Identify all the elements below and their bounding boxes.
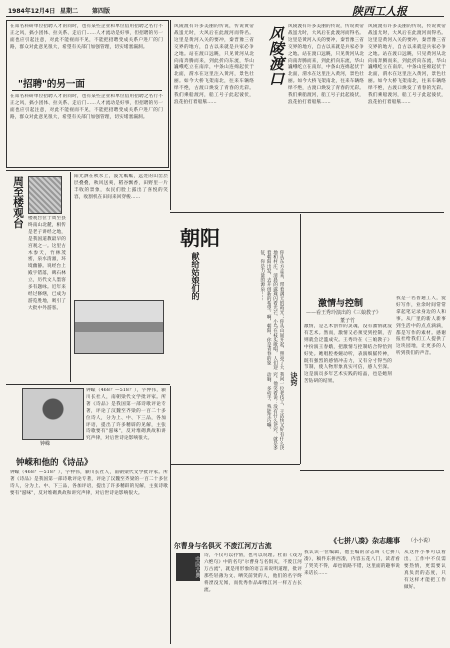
- section-rule-2: [170, 212, 444, 213]
- jueju-body: 我问一位老技工，干活快又好有什么诀窍。他笑着说：没有什么诀窍，就是多动脑、多动手，熟能生巧嘛。: [266, 372, 284, 451]
- jiqing-author: 董子竹: [340, 318, 356, 324]
- section-rule-3: [6, 384, 170, 385]
- fengling-body-mid: 风陵渡有许多美丽的传说，传说黄帝战蚩尤时，大风后在此渡河而得名。这里是黄河入关的要冲，秦晋豫三省交界的地方，自古以来就是兵家必争之地。站在渡口远眺，只见黄河从北向南奔腾而来，到此折向东流，华山巍峨屹立在南岸，中条山连绵起伏于北面，渭水在这里注入黄河，景色壮丽。如今大桥飞架南北，往来车辆络绎不绝，古渡口焕发了青春的光彩。我们乘船渡河，船工号子此起彼伏，浪花拍打着船舷……: [288, 24, 364, 105]
- fengling-title: 风陵渡口: [267, 26, 285, 86]
- zhaopin-body-bottom: 在知名科研单位招聘人才的同时，也有某些企业和单位借用招聘之名行不正之风，搞小团体、拉关系、走后门……人才流动是好事，但招聘的另一面也应引起注意，对此不能视而不见，不能把招聘变成关系户进厂的门路，群众对此意见很大，希望有关部门加强管理，切实堵塞漏洞。: [10, 94, 163, 120]
- masthead-weekday: 星期二: [60, 8, 79, 15]
- zhongkui-portrait-caption: 钟嵘: [40, 441, 51, 447]
- chaoyang-poem: 你从东方走来，带着满天的霞光；你从山间升起，照亮了大地和村庄。清晨的露珠闪着光芒，小鸟在枝头歌唱，人们迎着朝阳出发，去开创新的希望。啊，朝阳，你是青春的象征，你是力量的源泉……: [259, 250, 284, 370]
- masthead-rule: [6, 16, 444, 17]
- jiqing-body: 激情，是艺术创作的灵魂，没有激情就没有艺术。然而，激情又必须受到控制，否则就会泛滥成灾。王秀玲在《三娘教子》中扮演王春娥，把激情与控制结合得恰到好处。她唱腔委婉动听，表演细腻传神，既有强烈的感情冲击力，又有分寸得当的节制，使人物形象真实可信，感人至深。这是演员多年艺术实践的结晶，也是她刻苦钻研的结果。: [304, 324, 392, 385]
- zhaopin-title-rule: [12, 90, 162, 91]
- zhouzhi-photo: [28, 176, 62, 214]
- sidebar-body: 我是一名普通工人，爱好写作，业余时间常常拿起笔记录身边的人和事。从厂里的新人新事到生活中的点点滴滴，都是写作的素材。感谢报社给我们工人提供了这块园地，让更多的人听到我们的声音。: [396, 296, 446, 357]
- qiqiang-suffix: （小小说）: [408, 538, 434, 544]
- masthead-date: 1984年12月4日: [8, 8, 56, 15]
- column-divider-1: [170, 20, 171, 210]
- section-rule-5: [300, 470, 444, 471]
- qiushui-body: 阳光洒在秋水上，波光粼粼，远处的山峦层层叠叠，秋风送爽，稻谷飘香，田野里一片丰收的景象，农民们脸上露出了喜悦的笑容，收割机在田间来回穿梭……: [74, 174, 168, 200]
- jiqing-subtitle: ——看王秀玲演出的《三娘教子》: [306, 310, 382, 316]
- landscape-illustration: [74, 300, 164, 354]
- zhaopin-body-top: 在知名科研单位招聘人才的同时，也有某些企业和单位借用招聘之名行不正之风，搞小团体、拉关系、走后门……人才流动是好事，但招聘的另一面也应引起注意，对此不能视而不见，不能把招聘变成关系户进厂的门路，群众对此意见很大，希望有关部门加强管理，切实堵塞漏洞。: [10, 24, 163, 50]
- zhongguo-title: 尔曹身与名俱灭 不废江河万古流: [174, 542, 272, 550]
- zhongkui-side: 钟嵘（468？—518？），字仲伟，颍川长社人，南朝梁代文学批评家。所著《诗品》是我国第一部诗歌评论专著，评论了汉魏至齐梁的一百二十多位诗人，分为上、中、下三品，各加评语，提出了许多精辟的见解，主张诗歌要有"滋味"，反对堆砌典故和讲究声律，对后世诗论影响很大。: [86, 388, 166, 442]
- qiqiang-title: 《七拼八凑》杂志趣事: [330, 537, 400, 545]
- zhouzhi-body: 楼观台位于周至县终南山北麓，相传是老子讲经之地，是我国道教最早的宫观之一。这里古木参天，竹林茂密，泉水清澈，环境幽静。说经台上殿宇错落，碑石林立，历代文人墨客多有题咏。近年来经过修缮，已成为游览胜地，吸引了大批中外游客。: [28, 216, 66, 311]
- column-divider-3: [300, 214, 301, 464]
- zhongkui-portrait: [22, 388, 84, 440]
- column-divider-2: [70, 172, 71, 382]
- fengling-body-right: 风陵渡有许多美丽的传说，传说黄帝战蚩尤时，大风后在此渡河而得名。这里是黄河入关的要冲，秦晋豫三省交界的地方，自古以来就是兵家必争之地。站在渡口远眺，只见黄河从北向南奔腾而来，到此折向东流，华山巍峨屹立在南岸，中条山连绵起伏于北面，渭水在这里注入黄河，景色壮丽。如今大桥飞架南北，往来车辆络绎不绝，古渡口焕发了青春的光彩。我们乘船渡河，船工号子此起彼伏，浪花拍打着船舷……: [368, 24, 446, 105]
- zhongkui-title: 钟嵘和他的《诗品》: [16, 458, 93, 468]
- masthead-paper-name: 陕西工人报: [352, 5, 407, 18]
- chaoyang-title: 朝阳: [180, 226, 220, 250]
- zhongkui-body: 钟嵘（468？—518？），字仲伟，颍川长社人，南朝梁代文学批评家。所著《诗品》是我国第一部诗歌评论专著，评论了汉魏至齐梁的一百二十多位诗人，分为上、中、下三品，各加评语，提出了许多精辟的见解，主张诗歌要有"滋味"，反对堆砌典故和讲究声律，对后世诗论影响很大。: [10, 470, 168, 496]
- zhouzhi-title: 周至楼观台: [12, 176, 24, 229]
- fengling-body-left: 风陵渡有许多美丽的传说，传说黄帝战蚩尤时，大风后在此渡河而得名。这里是黄河入关的要冲，秦晋豫三省交界的地方，自古以来就是兵家必争之地。站在渡口远眺，只见黄河从北向南奔腾而来，到此折向东流，华山巍峨屹立在南岸，中条山连绵起伏于北面，渭水在这里注入黄河，景色壮丽。如今大桥飞架南北，往来车辆络绎不绝，古渡口焕发了青春的光彩。我们乘船渡河，船工号子此起彼伏，浪花拍打着船舷……: [174, 24, 254, 105]
- bottom-right-body: 从这件小事可以看出，工作中不仅需要热情，更需要认真负责的态度，只有这样才能把工作做好。: [404, 550, 446, 590]
- zhongguo-label: 中国古典: [176, 553, 200, 581]
- masthead-page-number: 第四版: [92, 8, 111, 15]
- jiqing-title: 激情与控制: [318, 299, 364, 309]
- zhaopin-title: "招聘"的另一面: [18, 79, 85, 90]
- section-rule-1: [6, 170, 170, 171]
- jueju-title: 诀窍: [290, 372, 298, 386]
- section-rule-4: [170, 464, 300, 465]
- zhongguo-body: 诗，不仅可以抒情，也可以说理。杜甫《戏为六绝句》中的名句"尔曹身与名俱灭，不废江河万古流"，就是用形象的语言来说明道理，批评那些轻薄为文、哂笑前贤的人，他们的名字终将湮没无闻，而优秀作品却像江河一样万古长流。: [204, 553, 302, 593]
- column-divider-4: [170, 386, 171, 644]
- chaoyang-poem-title: 献给姑娘们的: [191, 252, 200, 300]
- qiqiang-body: 我认识一位编辑，他主编的杂志叫《七拼八凑》，稿件东拼西凑，内容五花八门，读者看了哭笑不得，却也销路不错，这里面的趣事说来话长……: [304, 550, 400, 576]
